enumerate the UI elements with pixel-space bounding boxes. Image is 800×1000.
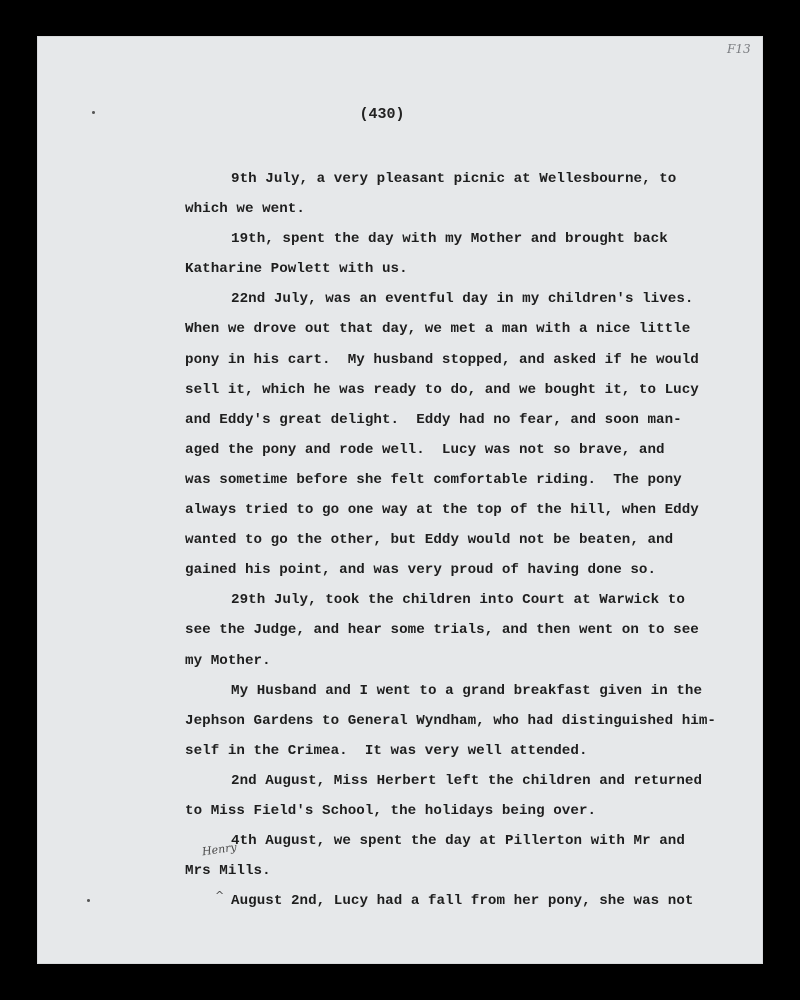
text-line: which we went. <box>185 201 305 218</box>
text-line: self in the Crimea. It was very well attended. <box>185 742 588 759</box>
text-line: 19th, spent the day with my Mother and brought back <box>231 231 668 248</box>
text-line: 9th July, a very pleasant picnic at Wellesbourne, to <box>231 171 677 187</box>
text-line: sell it, which he was ready to do, and we bought it, to Lucy <box>185 381 699 398</box>
body-text <box>185 164 745 916</box>
document-page <box>37 36 763 964</box>
text-line: was sometime before she felt comfortable riding. The pony <box>185 471 682 488</box>
text-line: to Miss Field's School, the holidays being over. <box>185 802 597 819</box>
text-line: my Mother. <box>185 652 271 669</box>
text-line: 4th August, we spent the day at Pillerton with Mr and <box>231 833 685 850</box>
text-line: wanted to go the other, but Eddy would not be beaten, and <box>185 532 674 549</box>
insertion-caret: ^ <box>215 889 225 902</box>
text-line: Katharine Powlett with us. <box>185 261 408 278</box>
text-line: August 2nd, Lucy had a fall from her pony, she was not <box>231 893 694 910</box>
text-line: Mrs Mills. <box>185 863 271 880</box>
text-line: Jephson Gardens to General Wyndham, who had distinguished him- <box>185 712 716 729</box>
text-line: 22nd July, was an eventful day in my children's lives. <box>231 291 694 308</box>
text-line: 2nd August, Miss Herbert left the children and returned <box>231 772 703 789</box>
text-line: My Husband and I went to a grand breakfast given in the <box>231 682 703 699</box>
text-line: aged the pony and rode well. Lucy was not so brave, and <box>185 441 665 458</box>
handwritten-insertion: Henry <box>201 840 238 859</box>
text-line: see the Judge, and hear some trials, and then went on to see <box>185 622 699 639</box>
text-line: 29th July, took the children into Court at Warwick to <box>231 592 685 609</box>
text-line: always tried to go one way at the top of the hill, when Eddy <box>185 502 699 519</box>
punch-mark <box>87 899 90 902</box>
text-line: pony in his cart. My husband stopped, and asked if he would <box>185 351 699 368</box>
text-line: and Eddy's great delight. Eddy had no fear, and soon man- <box>185 411 682 428</box>
punch-mark <box>92 111 95 114</box>
folio-mark: F13 <box>727 42 751 56</box>
text-line: When we drove out that day, we met a man with a nice little <box>185 321 691 338</box>
page-number: (430) <box>359 106 405 123</box>
text-line: gained his point, and was very proud of having done so. <box>185 562 657 579</box>
